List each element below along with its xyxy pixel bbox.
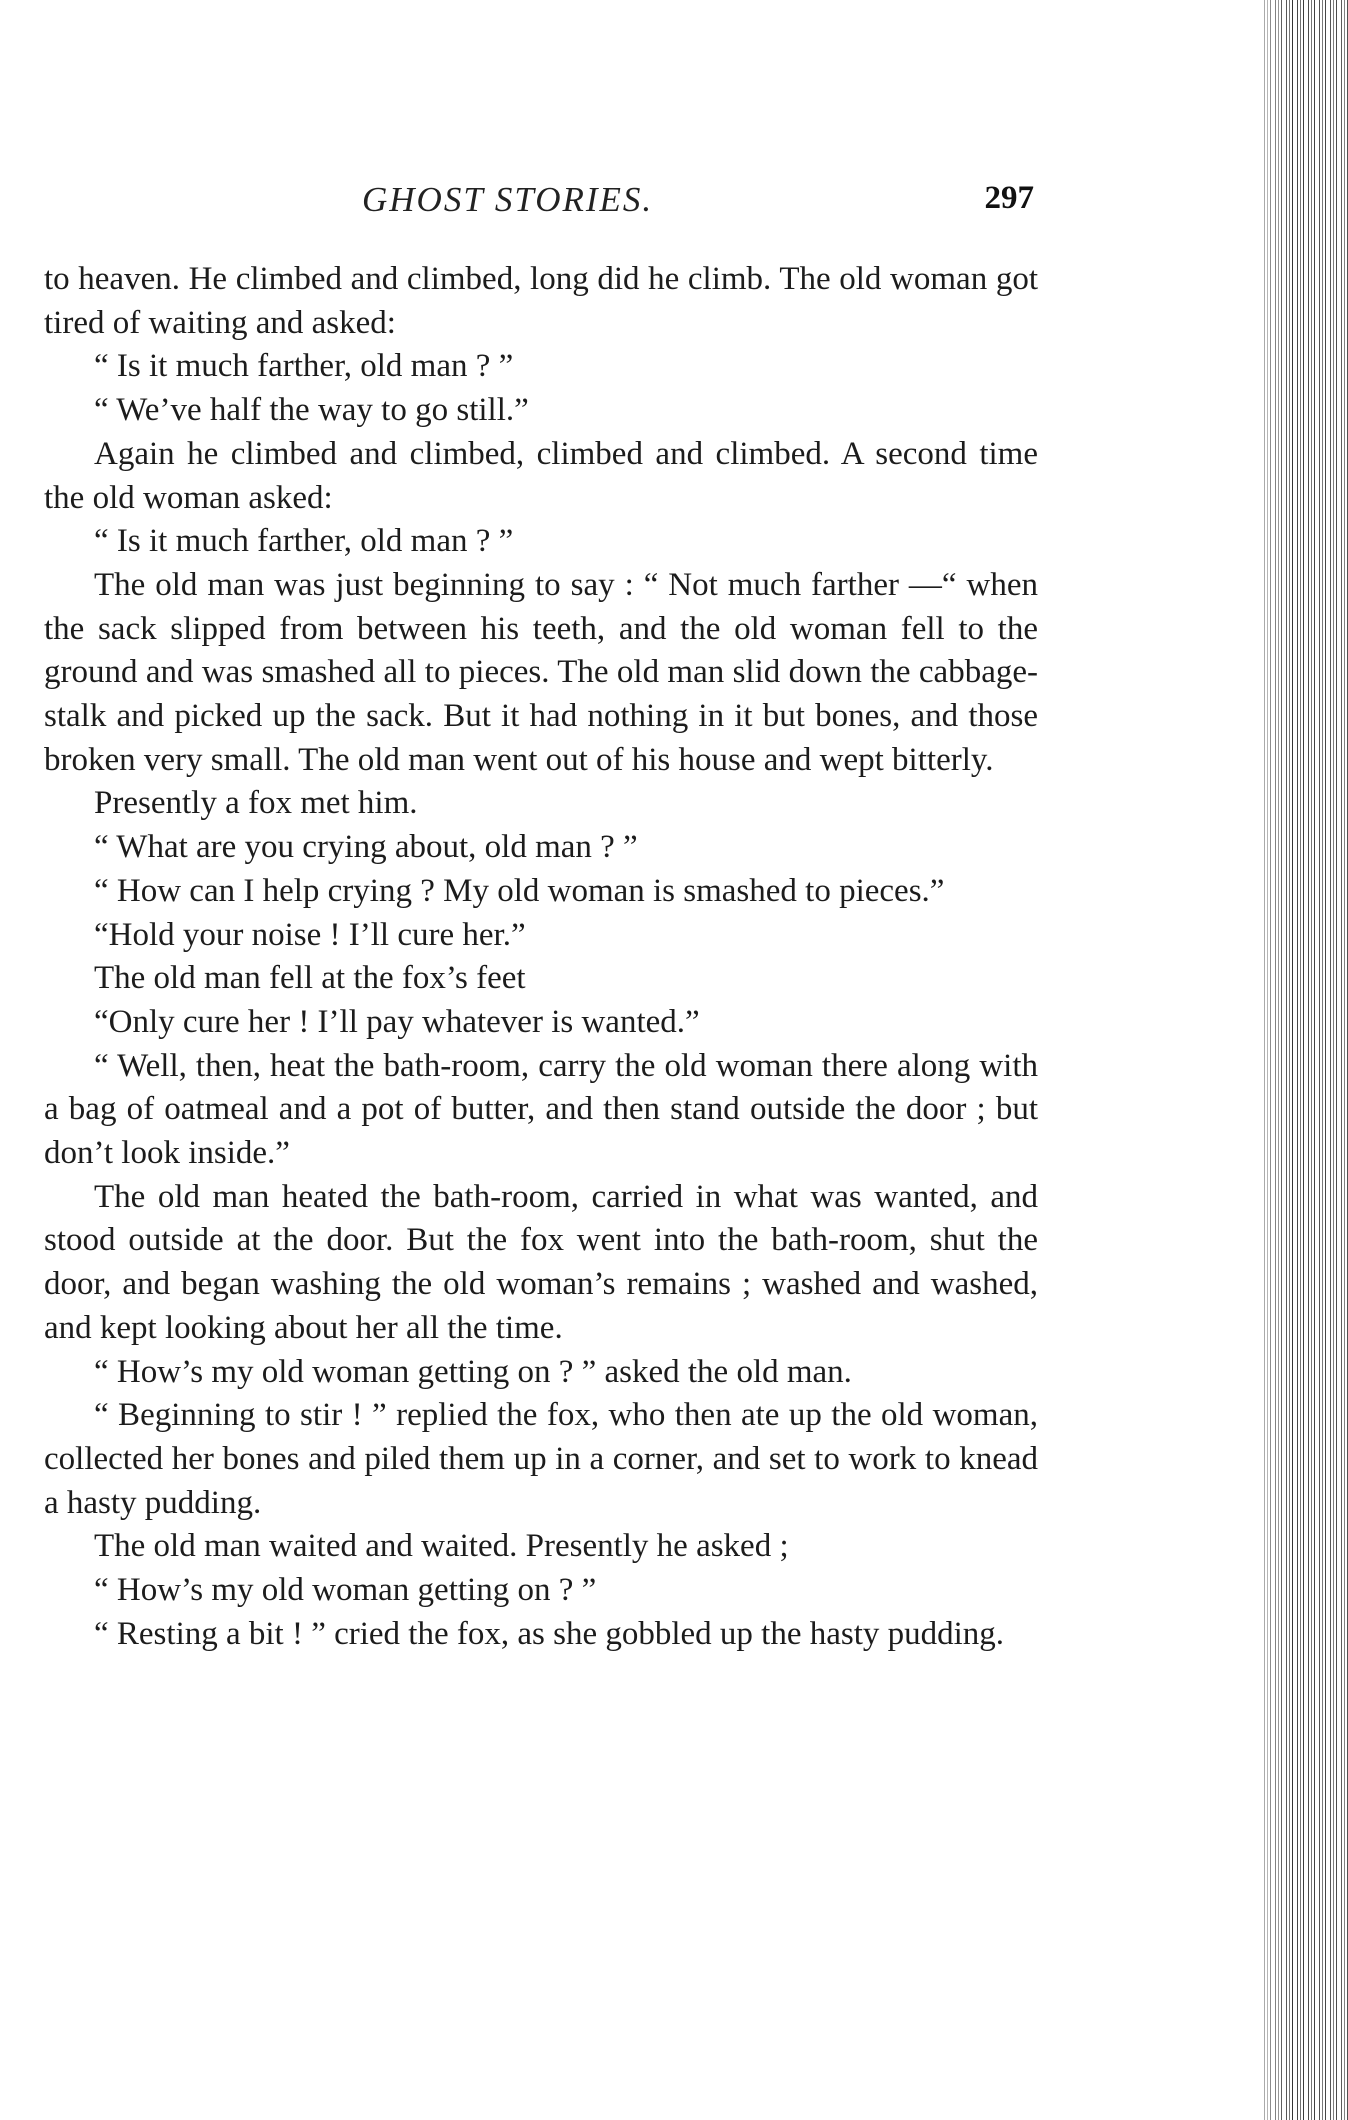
- paragraph: Again he climbed and climbed, climbed and climbed. A second time the old woman asked:: [44, 435, 1038, 516]
- paragraph: The old man was just beginning to say : “ Not much farther —“ when the sack slipped from between his teeth, and the old woman fell to the ground and was smashed all to pieces. The old man slid down the cabbage-stalk and picked up the sack. But it had nothing in it but bones, and those broken very small. The old man went out of his house and wept bitterly.: [44, 566, 1038, 778]
- spine-shadow: [1262, 0, 1348, 2120]
- page-header: [0, 180, 1034, 230]
- paragraph: The old man heated the bath-room, carried in what was wanted, and stood outside at the door. But the fox went into the bath-room, shut the door, and began washing the old woman’s remains ; washed and washed, and kept looking about her all the time.: [44, 1178, 1038, 1346]
- paragraph: “ We’ve half the way to go still.”: [94, 392, 529, 429]
- paragraph: “ How’s my old woman getting on ? ”: [94, 1572, 597, 1609]
- paragraph: “Hold your noise ! I’ll cure her.”: [94, 916, 526, 953]
- paragraph: “ What are you crying about, old man ? ”: [94, 829, 638, 866]
- paragraph: “ Is it much farther, old man ? ”: [94, 348, 514, 385]
- paragraph: The old man waited and waited. Presently he asked ;: [94, 1528, 789, 1565]
- paragraph: “ Resting a bit ! ” cried the fox, as she gobbled up the hasty pudding.: [94, 1615, 1005, 1652]
- body-text: [44, 258, 1038, 1657]
- paragraph: The old man fell at the fox’s feet: [94, 960, 526, 997]
- paragraph: “ Well, then, heat the bath-room, carry the old woman there along with a bag of oatmeal and a pot of butter, and then stand outside the door ; but don’t look inside.”: [44, 1047, 1038, 1172]
- running-head: GHOST STORIES.: [362, 180, 654, 219]
- page-number: 297: [984, 180, 1034, 216]
- paragraph: “ How’s my old woman getting on ? ” asked the old man.: [94, 1353, 852, 1390]
- paragraph: “ Beginning to stir ! ” replied the fox, who then ate up the old woman, collected her bones and piled them up in a corner, and set to work to knead a hasty pudding.: [44, 1397, 1038, 1521]
- paragraph: “Only cure her ! I’ll pay whatever is wanted.”: [94, 1003, 700, 1040]
- paragraph: Presently a fox met him.: [94, 785, 418, 822]
- paragraph: “ How can I help crying ? My old woman is smashed to pieces.”: [94, 872, 945, 909]
- paragraph: “ Is it much farther, old man ? ”: [94, 523, 514, 560]
- paragraph: to heaven. He climbed and climbed, long did he climb. The old woman got tired of waiting and asked:: [44, 261, 1038, 341]
